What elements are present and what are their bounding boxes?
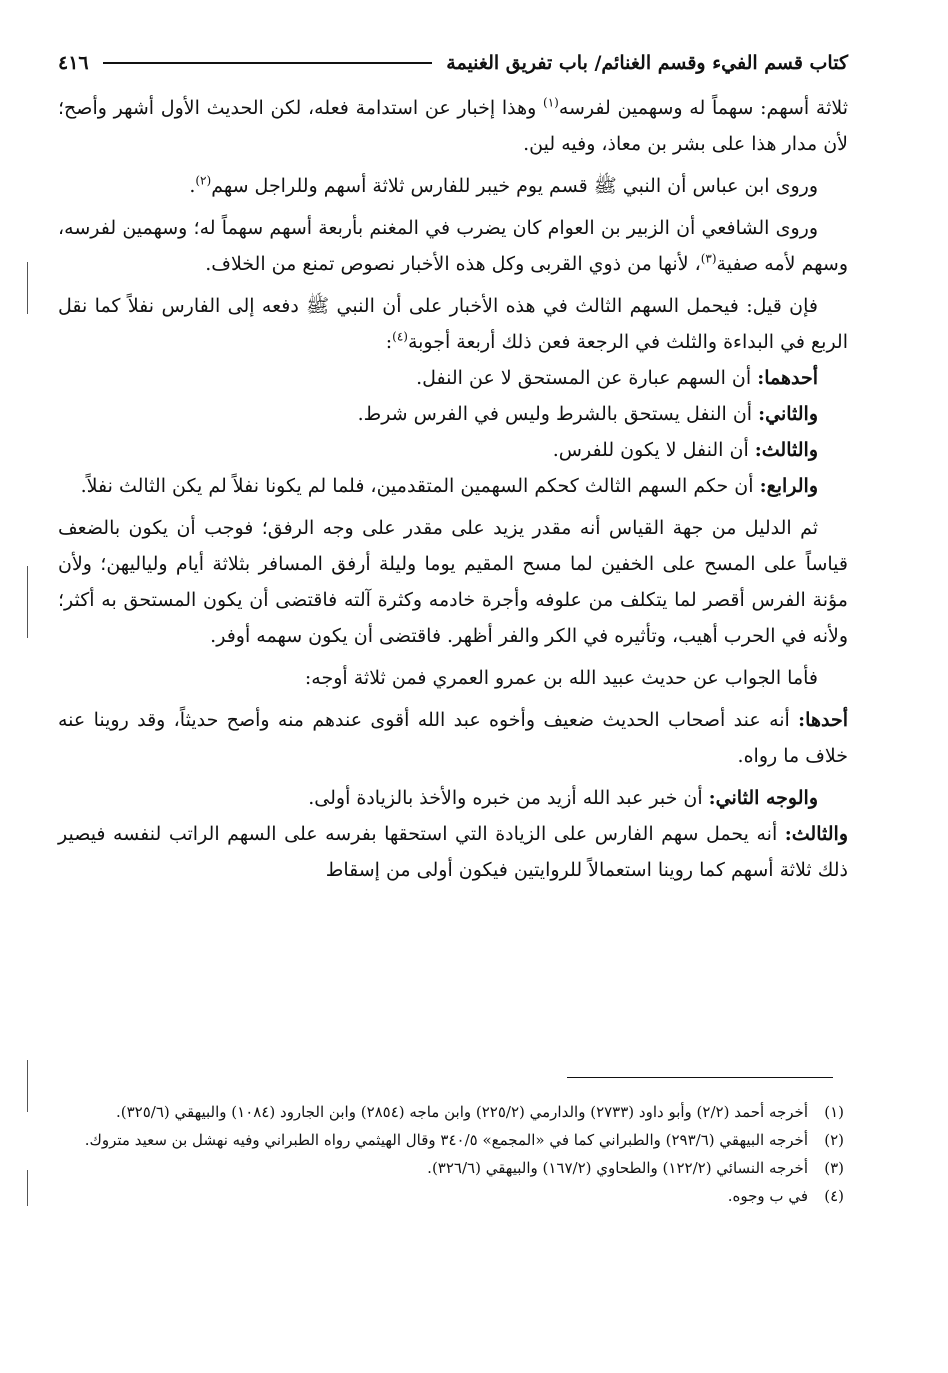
paragraph-text: أن السهم عبارة عن المستحق لا عن النفل. xyxy=(416,367,758,389)
footnote-text: في ب وجوه. xyxy=(727,1187,808,1205)
paragraph xyxy=(58,468,848,504)
margin-line xyxy=(27,1170,28,1206)
paragraph xyxy=(58,396,848,432)
page xyxy=(58,48,848,888)
paragraph xyxy=(58,780,848,816)
paragraph-text: أن خبر عبد الله أزيد من خبره والأخذ بالزيادة أولى. xyxy=(308,787,709,809)
paragraph-lead: والثاني: xyxy=(758,403,818,425)
main-text xyxy=(58,90,848,888)
paragraph-text: أن حكم السهم الثالث كحكم السهمين المتقدمين، فلما لم يكونا نفلاً لم يكن الثالث نفلاً. xyxy=(80,475,760,497)
paragraph-text: . xyxy=(189,175,196,197)
paragraph-text: فإن قيل: فيحمل السهم الثالث في هذه الأخبار على أن النبي ﷺ دفعه إلى الفارس نفلاً كما نقل الربع في البداءة والثلث في الرجعة فعن ذلك أربعة أجوبة xyxy=(58,295,848,353)
paragraph-lead: أحدهما: xyxy=(757,367,818,389)
footnote-number: (٢) xyxy=(824,1131,844,1149)
paragraph-text: ، لأنها من ذوي القربى وكل هذه الأخبار نصوص تمنع من الخلاف. xyxy=(205,253,701,275)
footnote-number: (٣) xyxy=(824,1159,844,1177)
paragraph-text: وهذا إخبار عن استدامة فعله، لكن الحديث الأول أشهر وأصح؛ لأن مدار هذا على بشر بن معاذ، وفيه لين. xyxy=(58,97,848,155)
footnote xyxy=(72,1182,844,1210)
margin-line xyxy=(27,1060,28,1112)
paragraph xyxy=(58,360,848,396)
paragraph-lead: والثالث: xyxy=(754,439,818,461)
paragraph-text: وروى الشافعي أن الزبير بن العوام كان يضرب في المغنم بأربعة أسهم سهماً له؛ وسهمين لفرسه، وسهم لأمه صفية xyxy=(58,217,848,275)
paragraph xyxy=(58,816,848,888)
header-rule xyxy=(103,62,433,64)
footnote-reference: (٤) xyxy=(392,329,408,344)
paragraph-text: أن النفل يستحق بالشرط وليس في الفرس شرط. xyxy=(357,403,759,425)
paragraph-text: أنه يحمل سهم الفارس على الزيادة التي استحقها بفرسه على السهم الراتب لنفسه فيصير ذلك ثلاثة أسهم كما روينا استعمالاً للروايتين فيكون أولى من إسقاط xyxy=(58,823,848,881)
footnote-text: أخرجه البيهقي (٢٩٣/٦) والطبراني كما في «المجمع» ٣٤٠/٥ وقال الهيثمي رواه الطبراني وفيه نهشل بن سعيد متروك. xyxy=(84,1131,808,1149)
paragraph-lead: والرابع: xyxy=(759,475,818,497)
footnote-text: أخرجه النسائي (١٢٢/٢) والطحاوي (١٦٧/٢) والبيهقي (٣٢٦/٦). xyxy=(427,1159,808,1177)
paragraph-lead: أحدها: xyxy=(798,709,848,731)
footnote-text: أخرجه أحمد (٢/٢) وأبو داود (٢٧٣٣) والدارمي (٢٢٥/٢) وابن ماجه (٢٨٥٤) وابن الجارود (١٠٨٤) والبيهقي (٣٢٥/٦). xyxy=(115,1103,808,1121)
running-header xyxy=(58,48,848,78)
footnote xyxy=(72,1126,844,1154)
paragraph xyxy=(58,210,848,282)
footnote-number: (٤) xyxy=(824,1187,844,1205)
margin-line xyxy=(27,566,28,638)
footnotes xyxy=(72,1098,844,1210)
paragraph-text: أنه عند أصحاب الحديث ضعيف وأخوه عبد الله أقوى عندهم منه وأصح حديثاً، وقد روينا عنه خلاف ما رواه. xyxy=(58,709,848,767)
paragraph xyxy=(58,288,848,360)
paragraph-lead: والثالث: xyxy=(784,823,848,845)
paragraph xyxy=(58,660,848,696)
paragraph xyxy=(58,702,848,774)
margin-line xyxy=(27,262,28,314)
paragraph xyxy=(58,432,848,468)
paragraph-text: فأما الجواب عن حديث عبيد الله بن عمرو العمري فمن ثلاثة أوجه: xyxy=(304,667,818,689)
chapter-title: كتاب قسم الفيء وقسم الغنائم/ باب تفريق الغنيمة xyxy=(446,52,848,74)
footnote-reference: (٣) xyxy=(700,251,717,266)
footnote-separator xyxy=(567,1077,833,1078)
paragraph xyxy=(58,510,848,654)
footnote-number: (١) xyxy=(824,1103,844,1121)
paragraph xyxy=(58,168,848,204)
paragraph-text: : xyxy=(385,331,393,353)
page-number: ٤١٦ xyxy=(58,52,89,74)
footnote xyxy=(72,1154,844,1182)
paragraph-text: ثلاثة أسهم: سهماً له وسهمين لفرسه xyxy=(558,97,848,119)
footnote-reference: (٢) xyxy=(195,173,212,188)
footnote xyxy=(72,1098,844,1126)
paragraph-text: وروى ابن عباس أن النبي ﷺ قسم يوم خيبر للفارس ثلاثة أسهم وللراجل سهم xyxy=(211,175,818,197)
paragraph-text: أن النفل لا يكون للفرس. xyxy=(552,439,755,461)
paragraph-lead: والوجه الثاني: xyxy=(708,787,818,809)
paragraph-text: ثم الدليل من جهة القياس أنه مقدر يزيد على مقدر على وجه الرفق؛ فوجب أن يكون بالضعف قياساً على المسح على الخفين لما مسح المقيم يوما وليلة أرفق المسافر بثلاثة أيام ولياليهن؛ ولأن مؤنة الفرس أقصر لما يتكلف من علوفه وأجرة خادمه وكثرة آلته فاقتضى أن يكون المستحق به أكثر؛ ولأنه في الحرب أهيب، وتأثيره في الكر والفر أظهر. فاقتضى أن يكون سهمه أوفر. xyxy=(58,517,848,647)
paragraph xyxy=(58,90,848,162)
footnote-reference: (١) xyxy=(543,95,559,110)
